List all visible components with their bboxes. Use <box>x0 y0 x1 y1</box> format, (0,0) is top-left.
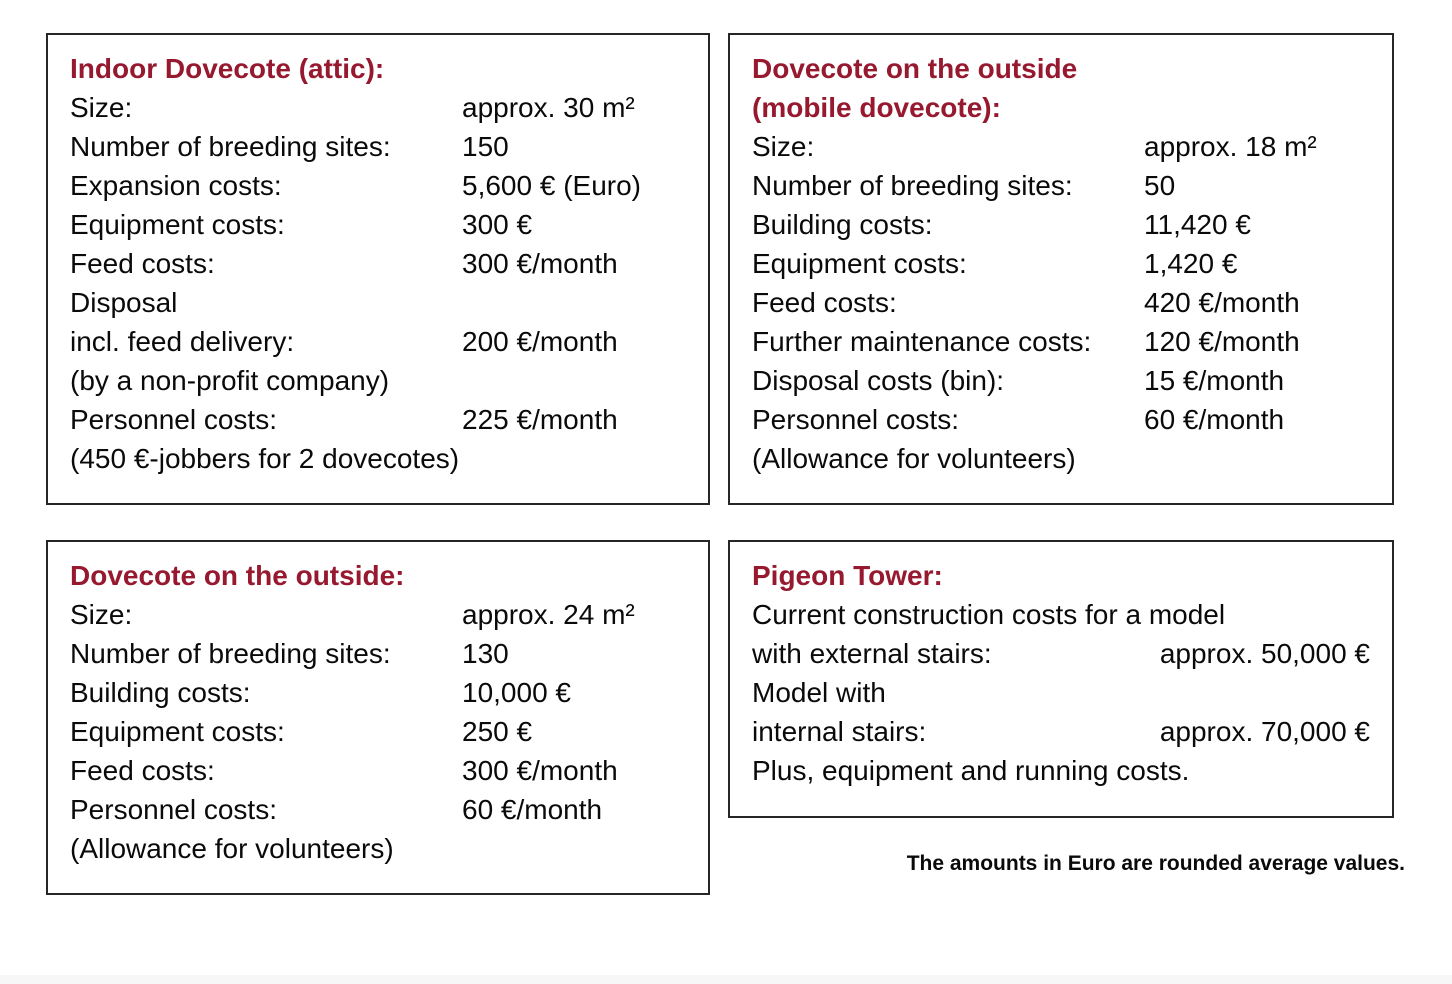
info-row <box>752 751 1370 790</box>
card-title-line: Pigeon Tower: <box>752 560 943 591</box>
row-value: 5,600 € (Euro) <box>462 170 641 201</box>
info-row <box>70 790 686 829</box>
row-label: Building costs: <box>752 209 933 240</box>
info-row <box>70 751 686 790</box>
row-value: 60 €/month <box>1144 404 1285 435</box>
row-label: Personnel costs: <box>70 404 277 435</box>
info-row <box>752 361 1370 400</box>
row-value: approx. 50,000 € <box>1159 638 1370 669</box>
row-value: 300 €/month <box>462 248 618 279</box>
row-label: incl. feed delivery: <box>70 326 295 357</box>
mobile-dovecote-card <box>728 33 1394 505</box>
row-label: internal stairs: <box>752 716 927 747</box>
info-row <box>70 244 686 283</box>
row-label: Size: <box>752 131 815 162</box>
info-row <box>752 127 1370 166</box>
info-row <box>70 205 686 244</box>
row-label: Feed costs: <box>70 248 215 279</box>
row-label: Expansion costs: <box>70 170 282 201</box>
info-row <box>70 439 686 478</box>
row-label: Equipment costs: <box>70 209 285 240</box>
row-label: Current construction costs for a model <box>752 599 1226 630</box>
row-label: Number of breeding sites: <box>752 170 1073 201</box>
row-label: Size: <box>70 599 133 630</box>
outside-dovecote-card <box>46 540 710 895</box>
info-row <box>752 244 1370 283</box>
info-row <box>752 400 1370 439</box>
card-title-line: Indoor Dovecote (attic): <box>70 53 385 84</box>
info-row <box>752 634 1370 673</box>
row-label: Further maintenance costs: <box>752 326 1092 357</box>
info-row <box>752 595 1370 634</box>
row-value: 300 € <box>462 209 533 240</box>
card-title-line: (mobile dovecote): <box>752 92 1001 123</box>
row-value: 11,420 € <box>1144 209 1251 240</box>
row-value: 225 €/month <box>462 404 618 435</box>
row-value: 1,420 € <box>1144 248 1238 279</box>
info-row <box>752 712 1370 751</box>
info-row <box>752 439 1370 478</box>
info-row <box>70 88 686 127</box>
row-label: Personnel costs: <box>70 794 277 825</box>
bottom-strip <box>0 975 1452 984</box>
row-label: Plus, equipment and running costs. <box>752 755 1190 786</box>
row-label: (Allowance for volunteers) <box>752 443 1076 474</box>
card-title <box>752 556 1370 595</box>
row-label: Feed costs: <box>752 287 897 318</box>
row-label: Feed costs: <box>70 755 215 786</box>
info-row <box>70 712 686 751</box>
row-label: Model with <box>752 677 886 708</box>
row-label: (Allowance for volunteers) <box>70 833 394 864</box>
info-row <box>70 127 686 166</box>
row-value: 60 €/month <box>462 794 603 825</box>
indoor-dovecote-card <box>46 33 710 505</box>
pigeon-tower-card <box>728 540 1394 818</box>
info-row <box>752 283 1370 322</box>
row-value: approx. 18 m² <box>1144 131 1317 162</box>
row-label: (450 €-jobbers for 2 dovecotes) <box>70 443 460 474</box>
row-label: Personnel costs: <box>752 404 959 435</box>
info-row <box>70 166 686 205</box>
row-value: 50 <box>1144 170 1176 201</box>
row-value: 420 €/month <box>1144 287 1300 318</box>
row-value: 250 € <box>462 716 533 747</box>
row-label: Building costs: <box>70 677 251 708</box>
row-label: Number of breeding sites: <box>70 638 391 669</box>
info-row <box>752 166 1370 205</box>
row-label: (by a non-profit company) <box>70 365 390 396</box>
card-title <box>70 556 686 595</box>
info-row <box>70 283 686 322</box>
info-row <box>752 673 1370 712</box>
row-label: Disposal <box>70 287 178 318</box>
row-label: Size: <box>70 92 133 123</box>
info-row <box>70 400 686 439</box>
info-row <box>70 595 686 634</box>
info-row <box>70 361 686 400</box>
row-label: with external stairs: <box>752 638 992 669</box>
card-title <box>752 49 1370 127</box>
row-value: 300 €/month <box>462 755 618 786</box>
info-row <box>70 673 686 712</box>
row-value: 120 €/month <box>1144 326 1300 357</box>
row-label: Equipment costs: <box>752 248 967 279</box>
info-row <box>752 205 1370 244</box>
card-title-line: Dovecote on the outside: <box>70 560 405 591</box>
row-value: 15 €/month <box>1144 365 1285 396</box>
row-value: approx. 70,000 € <box>1159 716 1370 747</box>
info-row <box>70 634 686 673</box>
info-row <box>752 322 1370 361</box>
row-label: Equipment costs: <box>70 716 285 747</box>
row-label: Disposal costs (bin): <box>752 365 1005 396</box>
info-row <box>70 829 686 868</box>
footnote: The amounts in Euro are rounded average values. <box>906 852 1405 875</box>
card-title-line: Dovecote on the outside <box>752 53 1078 84</box>
info-row <box>70 322 686 361</box>
row-value: 10,000 € <box>462 677 571 708</box>
row-label: Number of breeding sites: <box>70 131 391 162</box>
card-title <box>70 49 686 88</box>
row-value: 200 €/month <box>462 326 618 357</box>
row-value: approx. 24 m² <box>462 599 635 630</box>
row-value: approx. 30 m² <box>462 92 635 123</box>
row-value: 130 <box>462 638 509 669</box>
row-value: 150 <box>462 131 509 162</box>
